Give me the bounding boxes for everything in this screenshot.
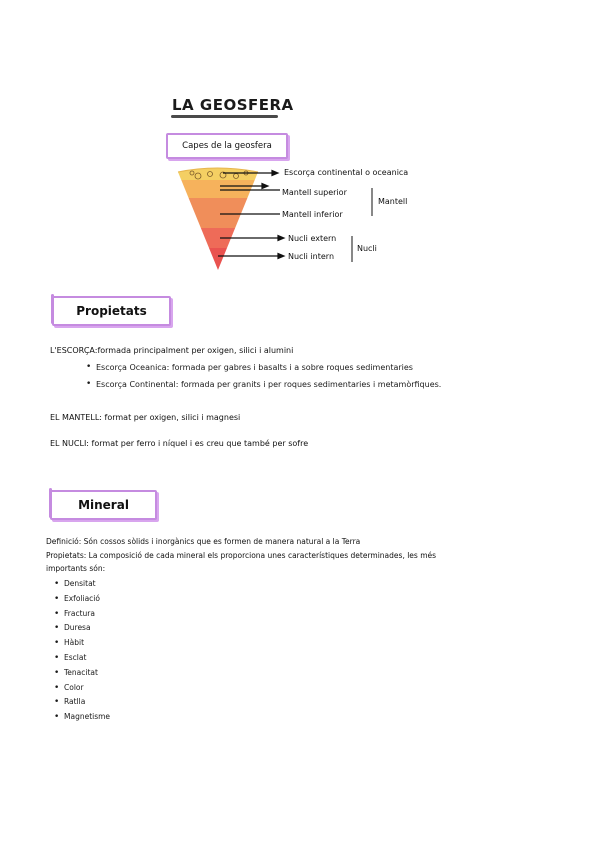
layer-upper-mantle [168,180,268,198]
geosphere-diagram [168,160,468,275]
list-item: • Ratlla [52,695,110,710]
propietats-heading-box [52,296,171,326]
layer-inner-core [168,248,268,273]
mineral-box-accent [49,488,52,518]
page-title: LA GEOSFERA [172,96,294,114]
mantle-description: EL MANTELL: format per oxigen, silici i magnesi [50,413,241,422]
title-underline [171,115,278,118]
label-crust: Escorça continental o oceanica [284,168,409,177]
core-description: EL NUCLI: format per ferro i níquel i es creu que també per sofre [50,439,309,448]
list-item: • Tenacitat [52,666,110,681]
list-item: • Esclat [52,651,110,666]
label-inner-core: Nucli intern [288,252,335,261]
list-item: • Escorça Oceanica: formada per gabres i basalts i a sobre roques sedimentaries [84,359,441,376]
propietats-box-accent [51,294,54,324]
list-item: • Duresa [52,621,110,636]
label-lower-mantle: Mantell inferior [282,210,343,219]
mineral-heading: Mineral [78,498,129,512]
list-item: • Color [52,681,110,696]
label-upper-mantle: Mantell superior [282,188,347,197]
mineral-properties-line2: importants són: [46,564,106,573]
mineral-properties-line1: Propietats: La composició de cada mineral els proporciona unes característiques determinades, les més [46,551,437,560]
group-label-core: Nucli [357,244,377,253]
mineral-properties-list [52,577,110,725]
crust-types-list [84,359,441,393]
group-label-mantle: Mantell [378,197,408,206]
list-item: • Hàbit [52,636,110,651]
mineral-definition: Definició: Són cossos sòlids i inorgànics que es formen de manera natural a la Terra [46,537,361,546]
layer-crust [168,160,268,180]
mineral-heading-box [50,490,157,520]
layer-lower-mantle [168,198,268,228]
layers-box-label: Capes de la geosfera [182,141,272,151]
propietats-heading: Propietats [76,304,147,318]
list-item: • Fractura [52,607,110,622]
list-item: • Escorça Continental: formada per granits i per roques sedimentaries i metamòrfiques. [84,376,441,393]
list-item: • Exfoliació [52,592,110,607]
layers-box [166,133,288,159]
label-outer-core: Nucli extern [288,234,337,243]
crust-description: L'ESCORÇA:formada principalment per oxigen, silici i alumini [50,346,294,355]
list-item: • Magnetisme [52,710,110,725]
list-item: • Densitat [52,577,110,592]
